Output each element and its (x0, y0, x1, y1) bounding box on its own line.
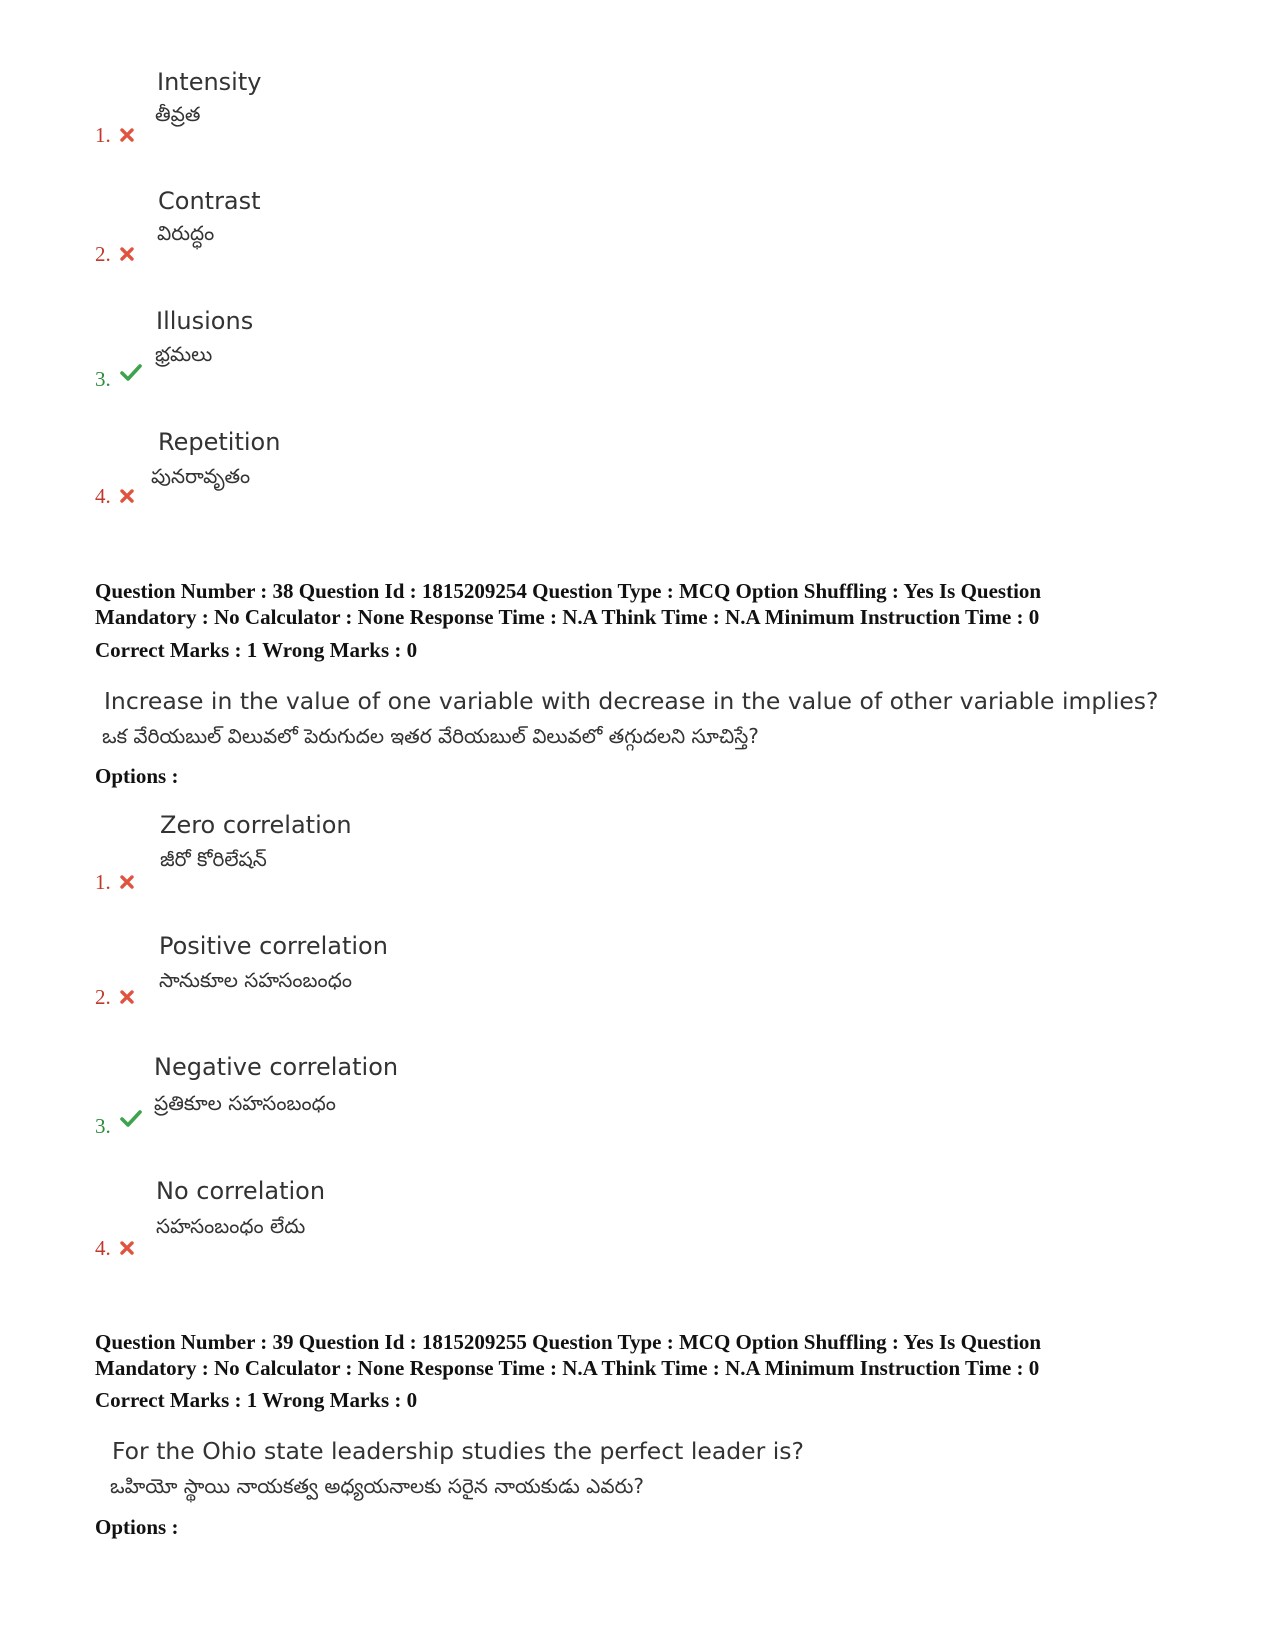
option-text-te: తీవ్రత (155, 102, 201, 126)
option-number: 3. (95, 367, 111, 391)
option-text-te: ప్రతికూల సహసంబంధం (154, 1091, 336, 1115)
cross-icon (120, 247, 134, 261)
question-text-te: ఒక వేరియబుల్ విలువలో పెరుగుదల ఇతర వేరియబుల్ విలువలో తగ్గుదలని సూచిస్తే? (102, 724, 759, 748)
question-text-en: Increase in the value of one variable with decrease in the value of other variable implies? (104, 687, 1159, 715)
meta-line-2: Mandatory : No Calculator : None Response Time : N.A Think Time : N.A Minimum Instruction Time : 0 (95, 1356, 1040, 1380)
option-text-en: Zero correlation (160, 811, 352, 839)
option-number: 4. (95, 484, 111, 508)
option-number: 3. (95, 1114, 111, 1138)
option-number: 4. (95, 1236, 111, 1260)
option-text-en: Illusions (156, 307, 254, 335)
question-meta (95, 578, 1195, 630)
option-text-en: Repetition (158, 428, 281, 456)
option-text-te: విరుద్ధం (157, 221, 215, 245)
option-text-te: సానుకూల సహసంబంధం (159, 968, 352, 992)
option-number: 1. (95, 870, 111, 894)
option-text-te: పునరావృతం (151, 464, 251, 488)
option-text-te: భ్రమలు (155, 342, 213, 366)
option-text-en: Positive correlation (159, 932, 388, 960)
option-text-en: Intensity (157, 68, 262, 96)
option-text-te: సహసంబంధం లేదు (156, 1214, 306, 1238)
cross-icon (120, 489, 134, 503)
cross-icon (120, 1241, 134, 1255)
cross-icon (120, 875, 134, 889)
question-text-te: ఒహియో స్థాయి నాయకత్వ అధ్యయనాలకు సరైన నాయకుడు ఎవరు? (110, 1474, 644, 1498)
option-text-en: Contrast (158, 187, 261, 215)
cross-icon (120, 990, 134, 1004)
question-meta (95, 1329, 1195, 1381)
option-text-en: Negative correlation (154, 1053, 399, 1081)
option-number: 2. (95, 242, 111, 266)
option-number: 1. (95, 123, 111, 147)
option-text-en: No correlation (156, 1177, 326, 1205)
options-label: Options : (95, 1515, 179, 1539)
meta-line-1: Question Number : 38 Question Id : 1815209254 Question Type : MCQ Option Shuffling : Yes Is Question (95, 579, 1042, 603)
check-icon (120, 364, 142, 382)
option-text-te: జీరో కోరిలేషన్ (160, 847, 267, 871)
meta-line-2: Mandatory : No Calculator : None Response Time : N.A Think Time : N.A Minimum Instruction Time : 0 (95, 605, 1040, 629)
check-icon (120, 1110, 142, 1128)
options-label: Options : (95, 764, 179, 788)
option-number: 2. (95, 985, 111, 1009)
meta-line-1: Question Number : 39 Question Id : 1815209255 Question Type : MCQ Option Shuffling : Yes Is Question (95, 1330, 1042, 1354)
cross-icon (120, 128, 134, 142)
question-marks: Correct Marks : 1 Wrong Marks : 0 (95, 1388, 418, 1412)
question-marks: Correct Marks : 1 Wrong Marks : 0 (95, 638, 418, 662)
question-text-en: For the Ohio state leadership studies the perfect leader is? (112, 1437, 804, 1465)
